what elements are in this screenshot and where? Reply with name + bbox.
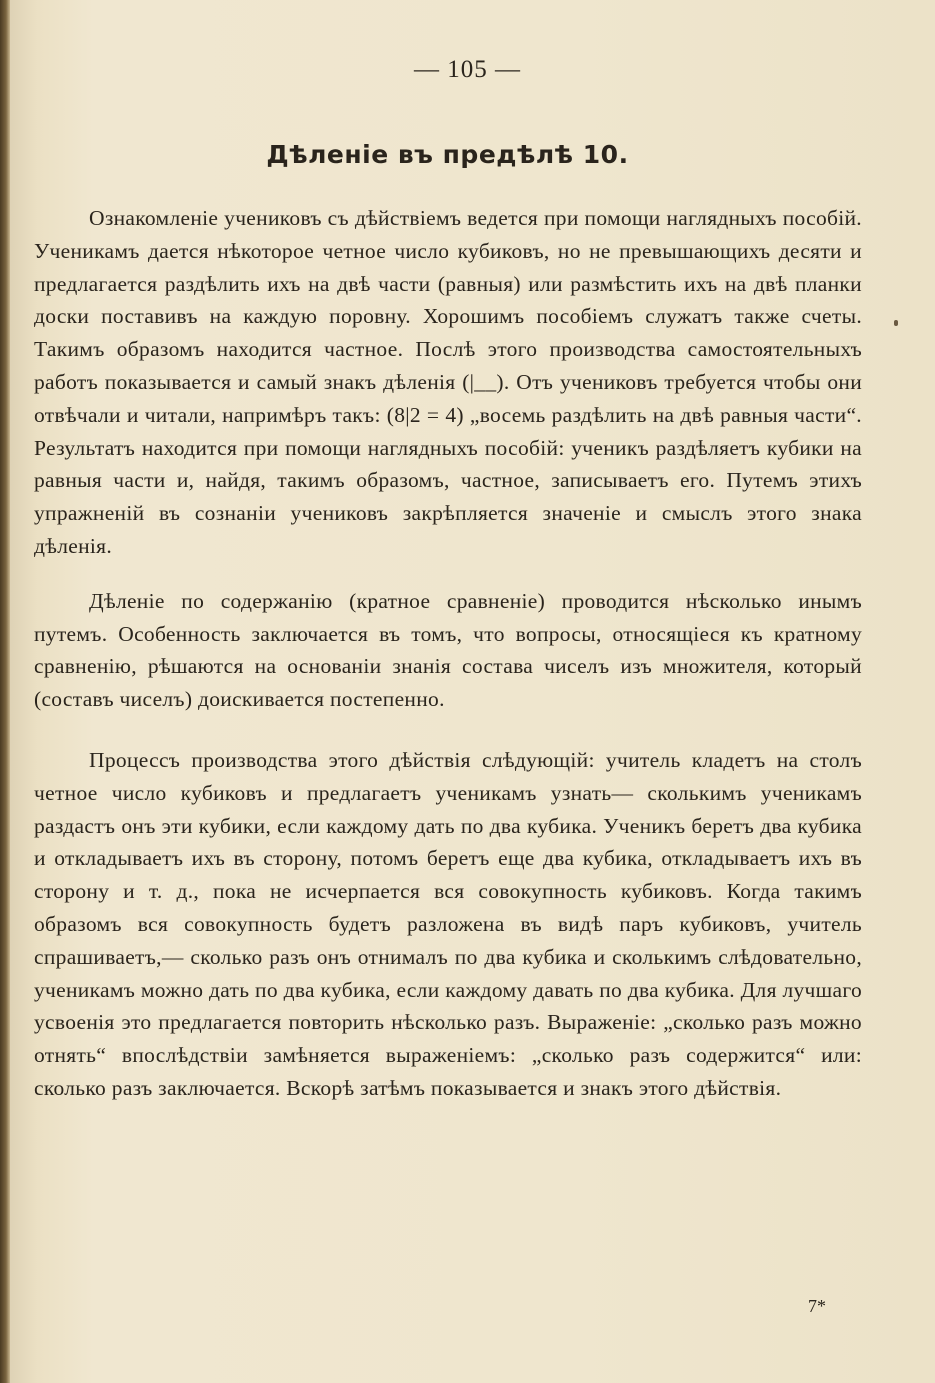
book-spine [0, 0, 10, 1383]
body-text [34, 202, 862, 1105]
printer-signature-mark: 7* [808, 1296, 826, 1316]
paragraph-2: Дѣленіе по содержанію (кратное сравненіе) проводится нѣсколько инымъ путемъ. Особенность заключается въ томъ, что вопросы, относящіеся къ кратному сравненію, рѣшаются на основаніи знанія состава чиселъ изъ множителя, который (составъ чиселъ) доискивается постепенно. [34, 588, 862, 712]
page-number: — 105 — [414, 56, 521, 83]
ink-speck [894, 320, 898, 326]
section-title: Дѣленіе въ предѣлѣ 10. [266, 140, 629, 169]
paragraph-1: Ознакомленіе учениковъ съ дѣйствіемъ ведется при помощи наглядныхъ пособій. Ученикамъ дается нѣкоторое четное число кубиковъ, но не превышающихъ десяти и предлагается раздѣлить ихъ на двѣ части (равныя) или размѣстить ихъ на двѣ планки доски поставивъ на каждую поровну. Хорошимъ пособіемъ служатъ также счеты. Такимъ образомъ находится частное. Послѣ этого производства самостоятельныхъ работъ показывается и самый знакъ дѣленія (|__). Отъ учениковъ требуется чтобы они отвѣчали и читали, напримѣръ такъ: (8|2 = 4) „восемь раздѣлить на двѣ равныя части“. Результатъ находится при помощи наглядныхъ пособій: ученикъ раздѣляетъ кубики на равныя части и, найдя, такимъ образомъ, частное, записываетъ его. Путемъ этихъ упражненій въ сознаніи учениковъ закрѣпляется значеніе и смыслъ этого знака дѣленія. [34, 206, 862, 558]
paragraph-3: Процессъ производства этого дѣйствія слѣдующій: учитель кладетъ на столъ четное число кубиковъ и предлагаетъ ученикамъ узнать— сколькимъ ученикамъ раздастъ онъ эти кубики, если каждому дать по два кубика. Ученикъ беретъ два кубика и откладываетъ ихъ въ сторону, потомъ беретъ еще два кубика, откладываетъ ихъ въ сторону и т. д., пока не исчерпается вся совокупность кубиковъ. Когда такимъ образомъ вся совокупность будетъ разложена въ видѣ паръ кубиковъ, учитель спрашиваетъ,— сколько разъ онъ отнималъ по два кубика и сколькимъ слѣдовательно, ученикамъ можно дать по два кубика, если каждому давать по два кубика. Для лучшаго усвоенія это предлагается повторить нѣсколько разъ. Выраженіе: „сколько разъ можно отнять“ впослѣдствіи замѣняется выраженіемъ: „сколько разъ содержится“ или: сколько разъ заключается. Вскорѣ затѣмъ показывается и знакъ этого дѣйствія. [34, 747, 862, 1100]
